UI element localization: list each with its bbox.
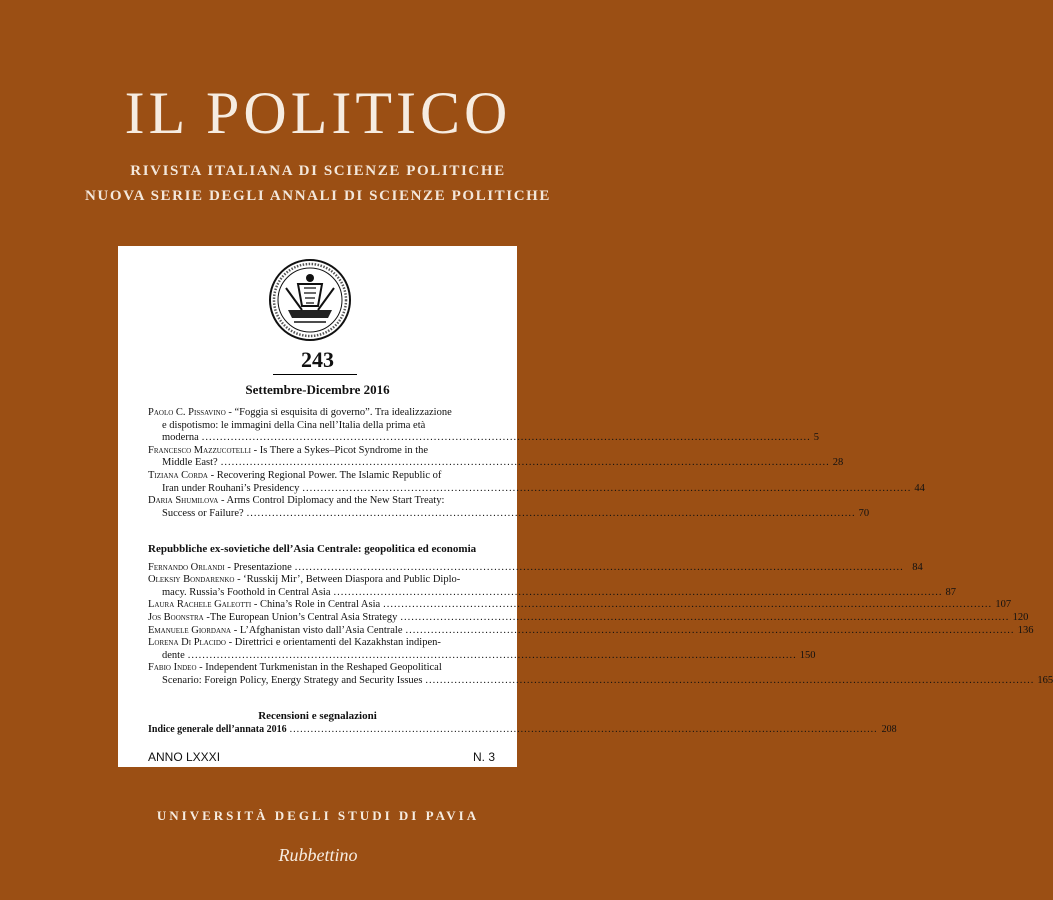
toc-entry [148, 724, 897, 735]
issue-label: N. 3 [472, 750, 495, 764]
toc-author: Emanuele Giordana [148, 624, 232, 636]
toc-title-line: - Recovering Regional Power. The Islamic Republic of [207, 469, 442, 481]
toc-title-line: Middle East? [162, 457, 218, 469]
reviews-title: Recensioni e segnalazioni [258, 710, 377, 722]
toc-page: 5 [813, 432, 819, 444]
publisher-name: Rubbettino [278, 845, 358, 865]
toc-title-line: - Is There a Sykes–Picot Syndrome in the [250, 444, 429, 456]
toc-title-line: - L’Afghanistan visto dall’Asia Centrale [231, 624, 403, 636]
toc-entry [148, 611, 1029, 625]
toc-title-line: - Independent Turkmenistan in the Reshaped Geopolitical [196, 662, 442, 674]
toc-page: 208 [881, 724, 897, 735]
toc-entry [148, 624, 1034, 638]
toc-author: Paolo C. Pissavino [148, 407, 226, 418]
section-title: Repubbliche ex-sovietiche dell’Asia Centrale: geopolitica ed economia [148, 543, 477, 555]
toc-page: 70 [858, 507, 870, 519]
university-seal-icon [268, 258, 352, 342]
journal-subtitle: RIVISTA ITALIANA DI SCIENZE POLITICHE [130, 163, 506, 179]
toc-entry [148, 444, 844, 470]
toc-page: 28 [832, 457, 844, 469]
toc-entry [148, 574, 956, 599]
toc-entry [148, 599, 1012, 612]
toc-author: Fernando Orlandi [148, 561, 225, 573]
toc-title-line: e dispotismo: le immagini della Cina nell’Italia della prima età [162, 419, 426, 431]
toc-page: 150 [799, 649, 816, 661]
toc-author: Francesco Mazzucotelli [148, 444, 251, 456]
toc-author: Daria Shumilova [148, 495, 219, 507]
toc-author: Laura Rachele Galeotti [148, 599, 252, 611]
university-name: UNIVERSITÀ DEGLI STUDI DI PAVIA [156, 808, 480, 823]
toc-author: Jos Boonstra [148, 611, 204, 623]
toc-title-line: Success or Failure? [162, 507, 244, 519]
toc-page: 107 [995, 599, 1012, 611]
toc-title-line: - China’s Role in Central Asia [251, 599, 381, 611]
toc-title-line: -The European Union’s Central Asia Strategy [203, 611, 398, 623]
toc-title-line: moderna [162, 432, 199, 444]
journal-series-subtitle: NUOVA SERIE DEGLI ANNALI DI SCIENZE POLITICHE [85, 188, 551, 204]
toc-entry [148, 662, 1053, 687]
toc-page: 165 [1037, 674, 1053, 686]
toc-title-line: - ‘Russkij Mir’, Between Diaspora and Public Diplo- [234, 574, 461, 586]
toc-title-line: - Direttrici e orientamenti del Kazakhstan indipen- [225, 637, 441, 649]
toc-main [148, 407, 925, 520]
toc-title-line: Indice generale dell’annata 2016 [148, 724, 287, 735]
toc-title-line: - Arms Control Diplomacy and the New Start Treaty: [218, 495, 445, 507]
toc-page: 120 [1012, 611, 1029, 623]
toc-author: Oleksiy Bondarenko [148, 574, 235, 586]
issue-date: Settembre-Dicembre 2016 [245, 382, 390, 397]
toc-entry [148, 637, 816, 662]
toc-page: 136 [1017, 624, 1034, 636]
issue-number: 243 [301, 347, 334, 372]
toc-author: Lorena Di Placido [148, 637, 226, 649]
volume-year: ANNO LXXXI [148, 750, 221, 764]
journal-title: IL POLITICO [124, 80, 512, 146]
toc-entry [148, 407, 819, 445]
toc-title-line: macy. Russia’s Foothold in Central Asia [162, 586, 331, 598]
toc-entry [148, 495, 870, 520]
toc-page: 44 [914, 482, 925, 494]
toc-author: Fabio Indeo [148, 662, 197, 674]
toc-page: 87 [945, 586, 956, 598]
toc-title-line: - “Foggia sì esquisita di governo”. Tra idealizzazione [225, 407, 452, 418]
toc-section [148, 543, 1053, 688]
toc-title-line: dente [162, 649, 185, 661]
toc-entry [148, 561, 923, 575]
toc-author: Tiziana Corda [148, 469, 208, 481]
toc-title-line: Scenario: Foreign Policy, Energy Strategy and Security Issues [162, 674, 423, 686]
contents-panel [118, 246, 1053, 767]
toc-page: 84 [912, 561, 923, 573]
toc-title-line: Iran under Rouhani’s Presidency [162, 482, 300, 494]
toc-title-line: - Presentazione [224, 561, 292, 573]
toc-entry [148, 469, 925, 495]
issue-divider [273, 374, 357, 375]
